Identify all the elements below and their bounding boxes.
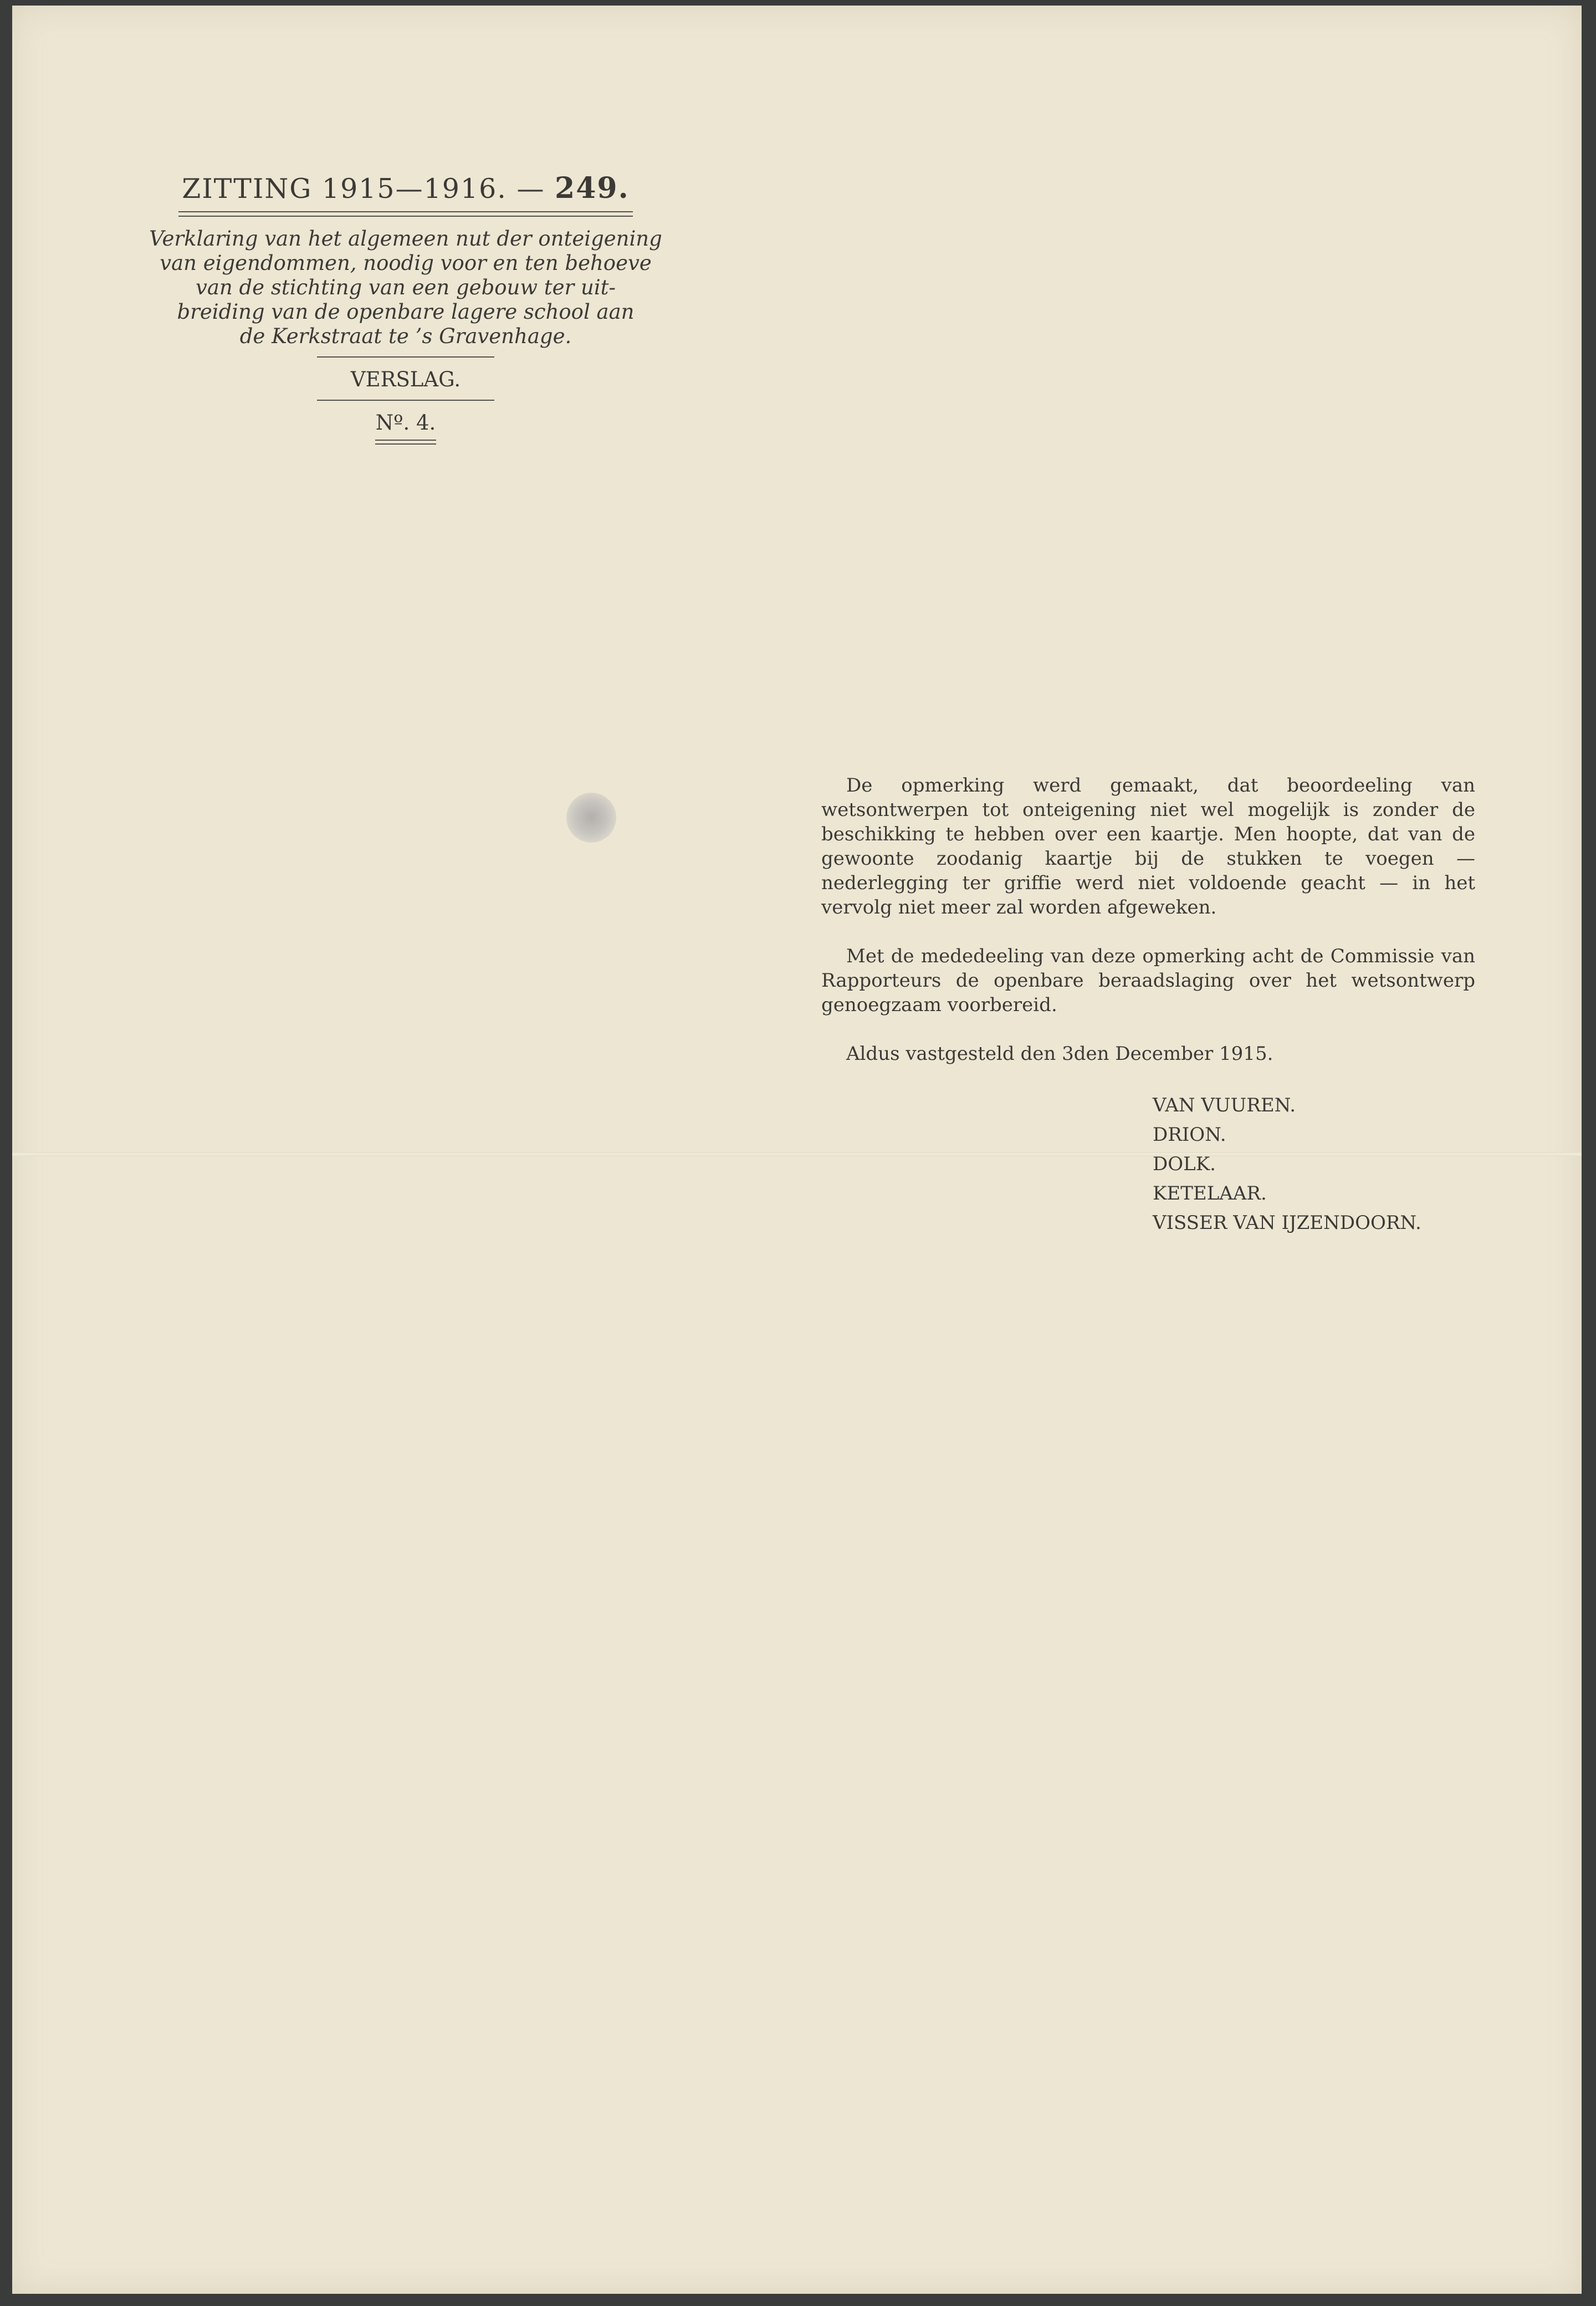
body-paragraph-2: Met de mededeeling van deze opmerking acht de Commissie van Rapporteurs de openbare beraadslaging over het wetsontwerp genoegzaam voorbereid.	[821, 945, 1475, 1016]
signatory: DRION.	[1153, 1124, 1226, 1146]
subject-description: Verklaring van het algemeen nut der onteigening van eigendommen, noodig voor en ten behoeve van de stichting van een gebouw ter uit- breiding van de openbare lagere school aan de Kerkstraat te ’s Gravenhage.	[149, 227, 662, 348]
document-type: VERSLAG.	[350, 368, 461, 391]
document-page	[12, 6, 1582, 2294]
signatories	[1153, 1091, 1421, 1238]
body-paragraph-1: De opmerking werd gemaakt, dat beoordeeling van wetsontwerpen tot onteigening niet wel mogelijk is zonder de beschikking te hebben over een kaartje. Men hoopte, dat van de gewoonte zoodanig kaartje bij de stukken te voegen — nederlegging ter griffie werd niet voldoende geacht — in het vervolg niet meer zal worden afgeweken.	[821, 774, 1475, 919]
session-title	[129, 172, 683, 206]
date-line: Aldus vastgesteld den 3den December 1915.	[846, 1043, 1273, 1065]
signatory: KETELAAR.	[1153, 1182, 1267, 1205]
signatory: VISSER VAN IJZENDOORN.	[1153, 1212, 1421, 1234]
number-double-rule	[375, 440, 436, 445]
header-double-rule	[178, 211, 633, 217]
library-stamp	[566, 793, 616, 843]
document-number: 249.	[555, 171, 630, 205]
session-title-prefix: ZITTING 1915—1916. —	[182, 173, 555, 205]
type-rule	[317, 400, 494, 401]
document-header	[129, 172, 683, 445]
signatory: DOLK.	[1153, 1153, 1216, 1175]
signatory: VAN VUUREN.	[1153, 1094, 1296, 1116]
report-body	[821, 773, 1475, 1066]
subject-rule	[317, 356, 494, 358]
report-number: Nº. 4.	[375, 411, 436, 435]
